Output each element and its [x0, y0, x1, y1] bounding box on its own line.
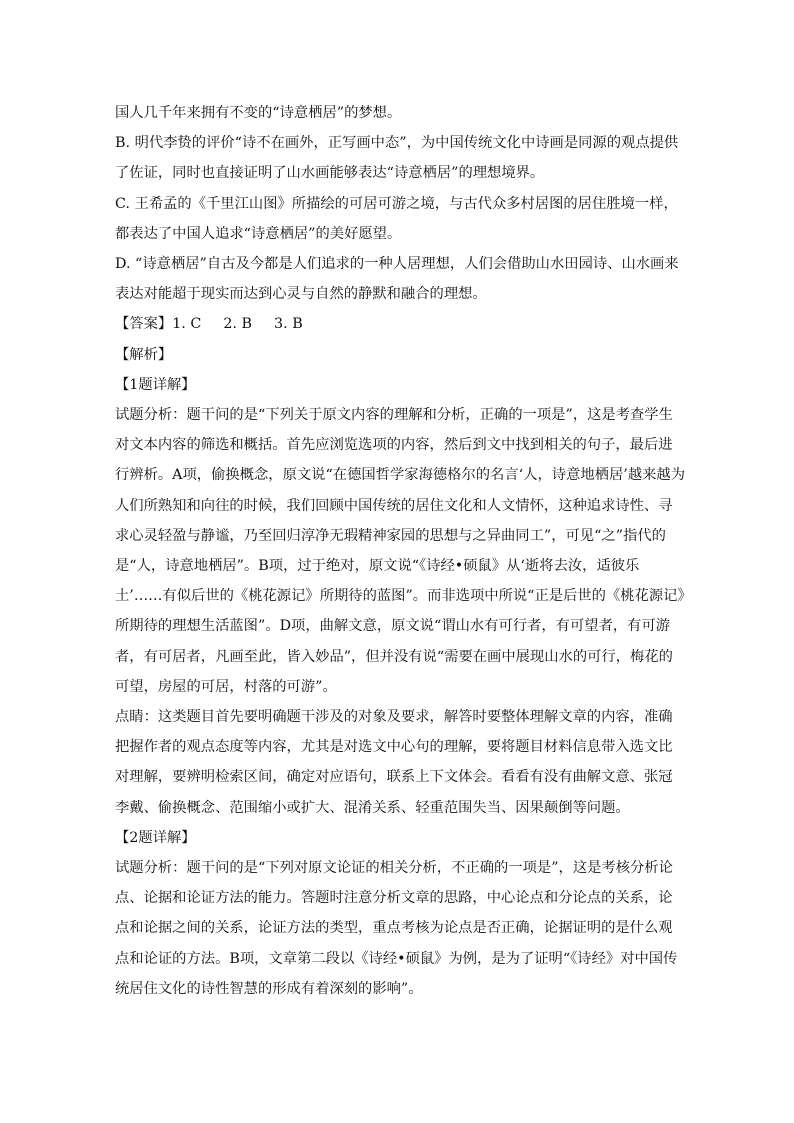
- document-body: [115, 98, 685, 1004]
- option-text: 明代李贽的评价“诗不在画外，正写画中态”，为中国传统文化中诗画是同源的观点提供了佐证，同时也直接证明了山水画能够表达“诗意栖居”的理想境界。: [115, 135, 679, 182]
- option-text: 王希孟的《千里江山图》所描绘的可居可游之境，与古代众多村居图的居住胜境一样，都表达了中国人追求“诗意栖居”的美好愿望。: [115, 195, 678, 242]
- option-b: [115, 128, 685, 188]
- option-c: [115, 189, 685, 249]
- option-text: “诗意栖居”自古及今都是人们追求的一种人居理想，人们会借助山水田园诗、山水画来表达对能超于现实而达到心灵与自然的静默和融合的理想。: [115, 256, 679, 303]
- answer-line: [115, 309, 685, 339]
- option-label: B.: [115, 135, 131, 152]
- paragraph-continuation: 国人几千年来拥有不变的“诗意栖居”的梦想。: [115, 105, 402, 121]
- q1-heading: 【1题详解】: [115, 376, 196, 393]
- q2-heading: 【2题详解】: [115, 829, 196, 846]
- q1-analysis: 试题分析：题干问的是“下列关于原文内容的理解和分析，正确的一项是”，这是考查学生对文本内容的筛选和概括。首先应浏览选项的内容，然后到文中找到相关的句子，最后进行辨析。A项，偷换概念，原文说“在德国哲学家海德格尔的名言‘人，诗意地栖居’越来越为人们所熟知和向往的时候，我们回顾中国传统的居住文化和人文情怀，这种追求诗性、寻求心灵轻盈与静谧，乃至回归淳净无瑕精神家园的思想与之异曲同工”，可见“之”指代的是“人，诗意地栖居”。B项，过于绝对，原文说“《诗经•硕鼠》从‘逝将去汝，适彼乐土’……有似后世的《桃花源记》所期待的蓝图”。而非选项中所说“正是后世的《桃花源记》所期待的理想生活蓝图”。D项，曲解文意，原文说“谓山水有可行者，有可望者，有可游者，有可居者，凡画至此，皆入妙品”，但并没有说“需要在画中展现山水的可行，梅花的可望，房屋的可居，村落的可游”。: [115, 407, 686, 695]
- option-label: D.: [115, 256, 131, 273]
- analysis-heading: 【解析】: [115, 346, 173, 363]
- q2-analysis: 试题分析：题干问的是“下列对原文论证的相关分析，不正确的一项是”，这是考核分析论点、论据和论证方法的能力。答题时注意分析文章的思路，中心论点和分论点的关系，论点和论据之间的关系，论证方法的类型，重点考核为论点是否正确，论据证明的是什么观点和论证的方法。B项，文章第二段以《诗经•硕鼠》为例，是为了证明“《诗经》对中国传统居住文化的诗性智慧的形成有着深刻的影响”。: [115, 860, 678, 997]
- q1-tip: 点睛：这类题目首先要明确题干涉及的对象及要求，解答时要整体理解文章的内容，准确把握作者的观点态度等内容，尤其是对选文中心句的理解，要将题目材料信息带入选文比对理解，要辨明检索区间，确定对应语句，联系上下文体会。看看有没有曲解文意、张冠李戴、偷换概念、范围缩小或扩大、混淆关系、轻重范围失当、因果颠倒等问题。: [115, 709, 673, 816]
- answer-1: 1. C: [172, 316, 202, 333]
- answer-2: 2. B: [223, 316, 253, 333]
- answer-3: 3. B: [274, 316, 303, 333]
- option-d: [115, 249, 685, 309]
- answer-heading: 【答案】: [115, 316, 173, 333]
- option-label: C.: [115, 195, 130, 212]
